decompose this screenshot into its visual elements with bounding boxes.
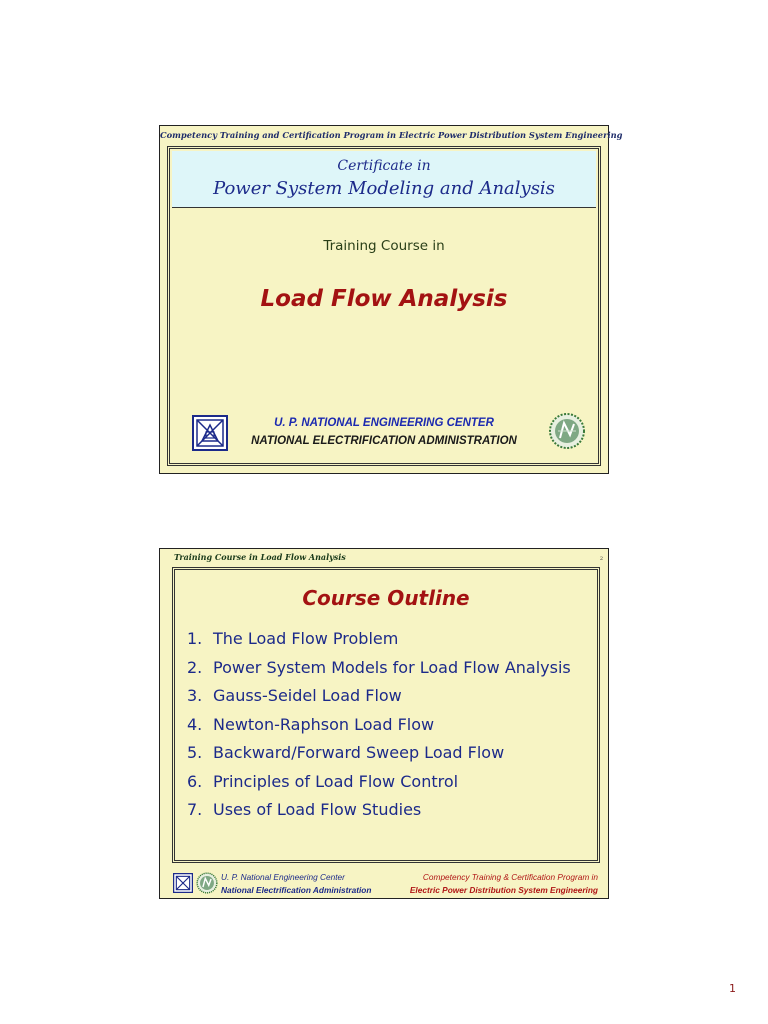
outline-item bbox=[187, 628, 587, 650]
footer-program-line2: Electric Power Distribution System Engineering bbox=[409, 885, 598, 895]
outline-item-number: 6. bbox=[187, 771, 203, 791]
outline-slide bbox=[159, 548, 609, 899]
outline-item-text: Uses of Load Flow Studies bbox=[213, 800, 422, 819]
outline-item-text: Newton-Raphson Load Flow bbox=[213, 714, 435, 734]
outline-item-text: The Load Flow Problem bbox=[213, 629, 399, 648]
outline-item-number: 4. bbox=[187, 714, 203, 734]
outline-slide-frame bbox=[172, 567, 600, 863]
upnec-logo-icon bbox=[173, 873, 193, 893]
outline-item-number: 7. bbox=[187, 800, 203, 819]
outline-item bbox=[187, 714, 587, 736]
slide-number: 2 bbox=[599, 556, 603, 562]
course-title: Load Flow Analysis bbox=[260, 286, 508, 312]
certificate-name: Power System Modeling and Analysis bbox=[213, 178, 555, 199]
outline-list bbox=[187, 628, 587, 828]
course-header: Training Course in Load Flow Analysis bbox=[174, 552, 346, 562]
footer-org-nea: National Electrification Administration bbox=[221, 885, 372, 895]
nea-logo-icon bbox=[196, 871, 218, 895]
outline-item bbox=[187, 685, 587, 707]
outline-item-text: Gauss-Seidel Load Flow bbox=[213, 686, 402, 705]
footer-program-line1: Competency Training & Certification Program in bbox=[422, 872, 598, 882]
outline-item-number: 3. bbox=[187, 686, 203, 705]
outline-item-number: 1. bbox=[187, 629, 203, 648]
outline-item-text: Principles of Load Flow Control bbox=[213, 771, 459, 791]
org-name-nea: NATIONAL ELECTRIFICATION ADMINISTRATION bbox=[251, 435, 517, 447]
outline-item-text: Power System Models for Load Flow Analysis bbox=[213, 657, 571, 677]
certificate-label: Certificate in bbox=[337, 158, 431, 174]
outline-item-text: Backward/Forward Sweep Load Flow bbox=[213, 743, 505, 762]
outline-item bbox=[187, 799, 587, 821]
outline-item-number: 5. bbox=[187, 743, 203, 762]
certificate-band bbox=[172, 151, 596, 208]
org-name-upnec: U. P. NATIONAL ENGINEERING CENTER bbox=[274, 417, 494, 429]
outline-title: Course Outline bbox=[302, 586, 470, 610]
title-slide bbox=[159, 125, 623, 474]
program-header: Competency Training and Certification Program in Electric Power Distribution System Engineering bbox=[160, 130, 623, 140]
page-number: 1 bbox=[729, 982, 736, 995]
outline-item bbox=[187, 742, 587, 764]
outline-item bbox=[187, 657, 587, 679]
title-slide-frame bbox=[167, 146, 601, 466]
training-course-label: Training Course in bbox=[323, 238, 445, 254]
footer-org-upnec: U. P. National Engineering Center bbox=[221, 872, 345, 882]
outline-item-number: 2. bbox=[187, 657, 203, 677]
outline-item bbox=[187, 771, 587, 793]
